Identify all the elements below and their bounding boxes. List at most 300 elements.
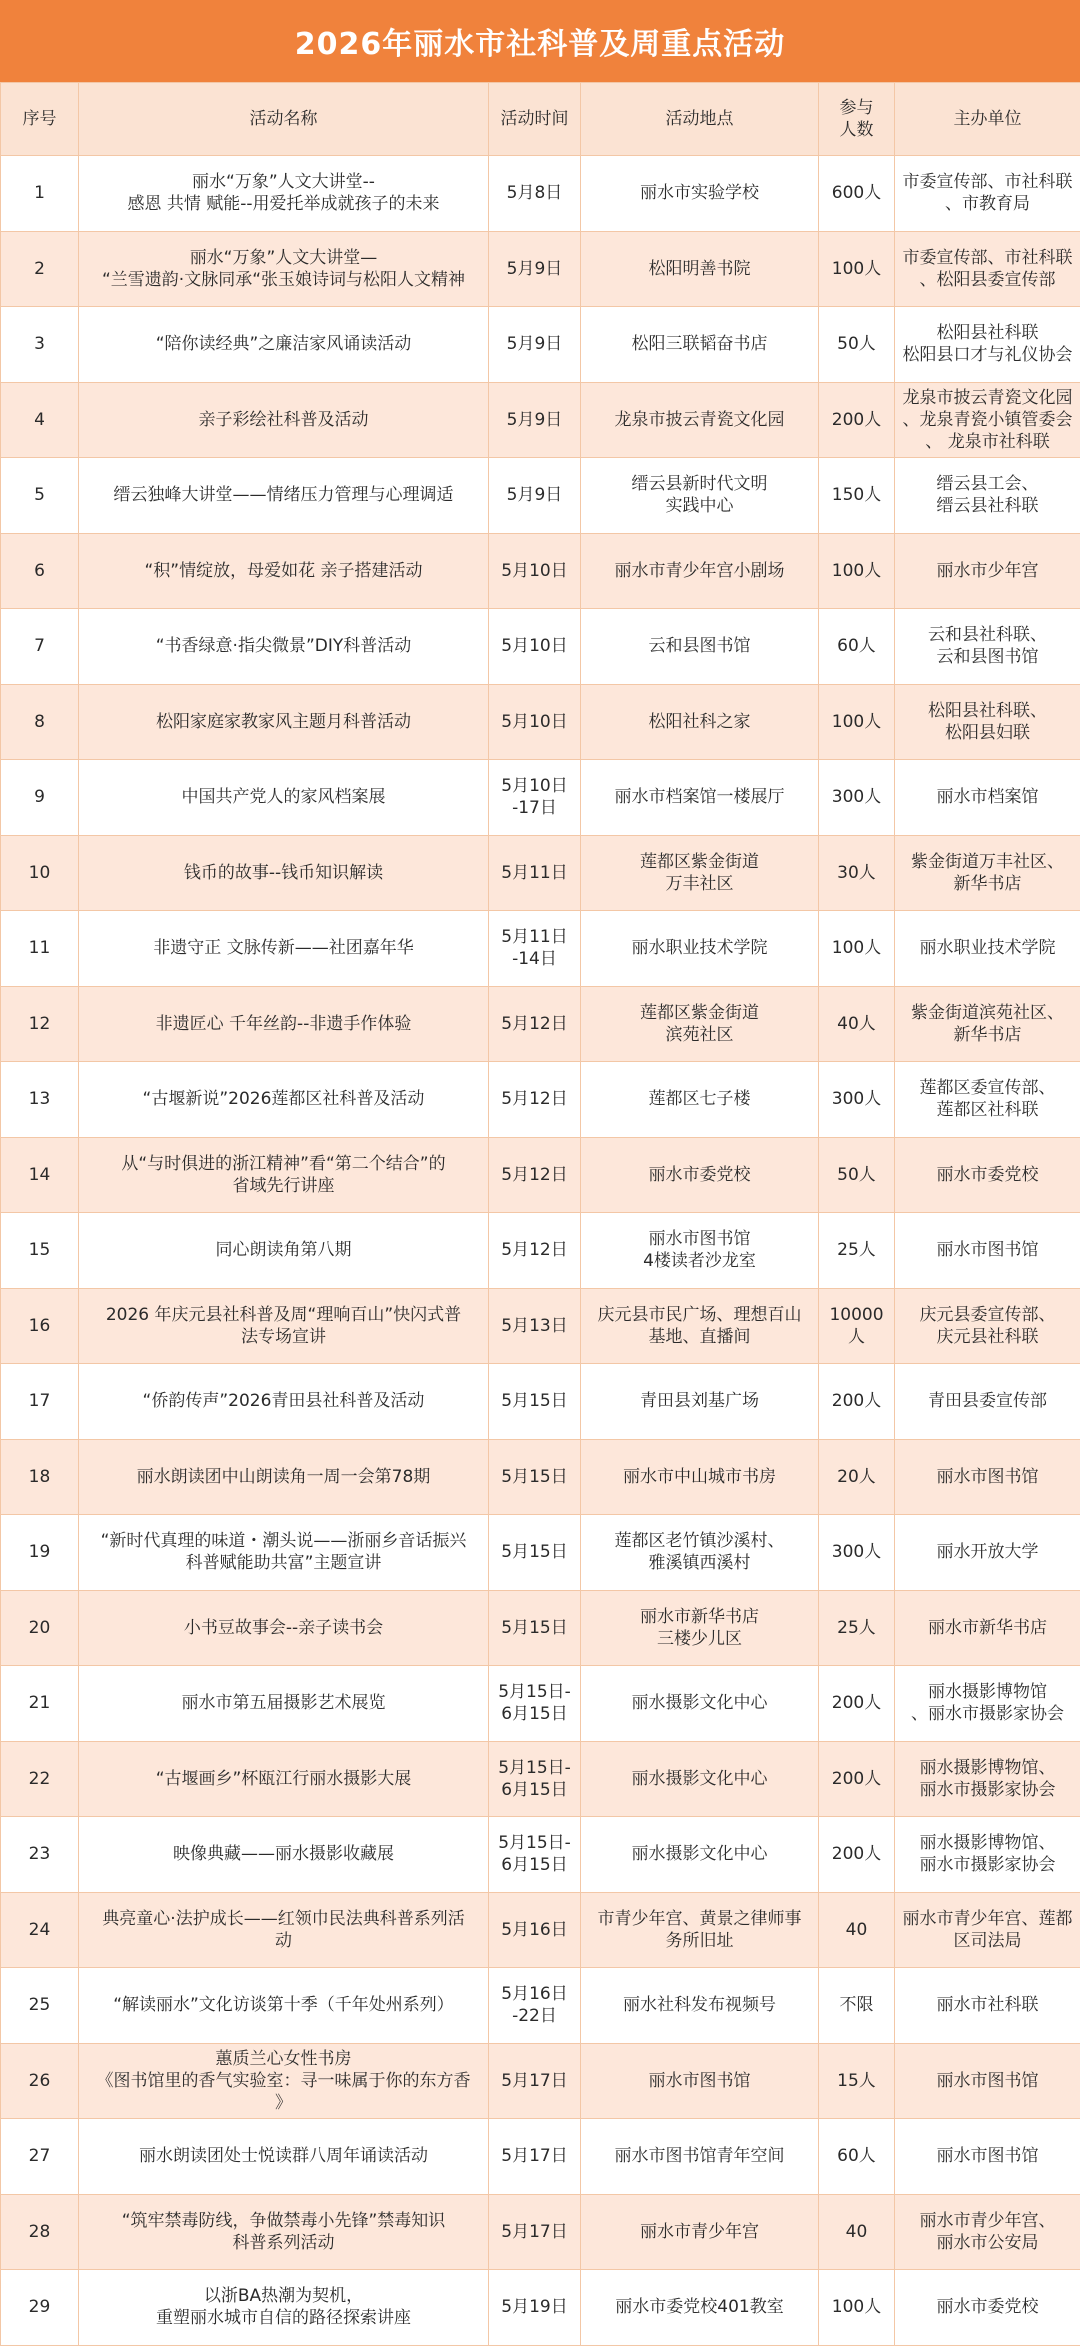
cell-org-line: 松阳县社科联、: [928, 700, 1047, 721]
cell-org: [895, 2119, 1080, 2195]
cell-place-line: 丽水市图书馆青年空间: [614, 2146, 785, 2167]
cell-org-line: 丽水开放大学: [936, 1542, 1039, 1563]
cell-no: 11: [1, 911, 79, 987]
cell-no: 10: [1, 835, 79, 911]
table-row: [1, 835, 1080, 911]
cell-name-line: 科普赋能助共富”主题宣讲: [185, 1553, 382, 1574]
table-row: [1, 911, 1080, 987]
cell-no: 16: [1, 1288, 79, 1364]
table-row: [1, 1741, 1080, 1817]
cell-no: 14: [1, 1137, 79, 1213]
cell-time-line: 6月15日: [501, 1779, 568, 1800]
cell-count: 15人: [819, 2043, 895, 2119]
table-row: [1, 1590, 1080, 1666]
cell-name: [79, 2194, 489, 2270]
cell-place: [581, 2043, 819, 2119]
cell-time-line: -17日: [512, 798, 557, 819]
header-name: 活动名称: [79, 83, 489, 156]
cell-time: [489, 156, 581, 232]
cell-no: 21: [1, 1666, 79, 1742]
cell-name: [79, 1590, 489, 1666]
cell-name: [79, 1968, 489, 2044]
cell-place: [581, 1817, 819, 1893]
cell-name: [79, 533, 489, 609]
cell-no: 22: [1, 1741, 79, 1817]
cell-org-line: 丽水市公安局: [936, 2232, 1039, 2253]
table-row: [1, 2043, 1080, 2119]
cell-place-line: 市青少年宫、黄景之律师事: [597, 1908, 802, 1929]
cell-place-line: 丽水市档案馆一楼展厅: [614, 787, 785, 808]
cell-name-line: “侨韵传声”2026青田县社科普及活动: [142, 1391, 425, 1412]
cell-place: [581, 533, 819, 609]
cell-place: [581, 760, 819, 836]
cell-name-line: 非遗匠心 千年丝韵--非遗手作体验: [155, 1013, 412, 1034]
cell-place: [581, 1213, 819, 1289]
cell-no: 3: [1, 307, 79, 383]
cell-time: [489, 760, 581, 836]
cell-org-line: 龙泉市披云青瓷文化园: [902, 387, 1073, 408]
cell-place-line: 莲都区紫金街道: [640, 1002, 759, 1023]
cell-place-line: 龙泉市披云青瓷文化园: [614, 409, 785, 430]
cell-no: 18: [1, 1439, 79, 1515]
cell-place: [581, 1666, 819, 1742]
cell-no: 9: [1, 760, 79, 836]
cell-place-line: 实践中心: [665, 496, 734, 517]
cell-name-line: 动: [275, 1930, 292, 1951]
cell-name: [79, 1062, 489, 1138]
cell-place-line: 丽水市委党校401教室: [615, 2297, 784, 2318]
cell-time: [489, 1968, 581, 2044]
table-row: [1, 1137, 1080, 1213]
cell-place: [581, 609, 819, 685]
cell-name: [79, 760, 489, 836]
table-row: [1, 1288, 1080, 1364]
cell-name: [79, 684, 489, 760]
cell-org: [895, 1439, 1080, 1515]
cell-time-line: 5月12日: [501, 1164, 568, 1185]
cell-org: [895, 156, 1080, 232]
table-row: [1, 2270, 1080, 2346]
cell-time: [489, 1590, 581, 1666]
cell-time-line: 5月19日: [501, 2297, 568, 2318]
cell-org: [895, 1817, 1080, 1893]
cell-time-line: 5月12日: [501, 1013, 568, 1034]
cell-org: [895, 1968, 1080, 2044]
cell-org: [895, 1892, 1080, 1968]
cell-place-line: 丽水市中山城市书房: [623, 1466, 776, 1487]
cell-name-line: 蕙质兰心女性书房: [215, 2048, 352, 2069]
cell-no: 2: [1, 231, 79, 307]
cell-place-line: 丽水市新华书店: [640, 1606, 759, 1627]
cell-name: [79, 458, 489, 534]
cell-place-line: 4楼读者沙龙室: [643, 1251, 756, 1272]
cell-org-line: 缙云县工会、: [936, 474, 1039, 495]
header-time: 活动时间: [489, 83, 581, 156]
cell-time-line: 5月12日: [501, 1240, 568, 1261]
cell-count: 10000人: [819, 1288, 895, 1364]
cell-name-line: “解读丽水”文化访谈第十季（千年处州系列）: [113, 1995, 454, 2016]
cell-org-line: 新华书店: [953, 873, 1022, 894]
cell-org-line: 市委宣传部、市社科联: [902, 172, 1073, 193]
cell-place: [581, 2270, 819, 2346]
cell-time-line: 5月10日: [501, 560, 568, 581]
table-row: [1, 1892, 1080, 1968]
cell-org: [895, 1062, 1080, 1138]
table-row: [1, 156, 1080, 232]
table-row: [1, 684, 1080, 760]
cell-place-line: 缙云县新时代文明: [631, 474, 768, 495]
cell-org-line: 丽水摄影博物馆: [928, 1682, 1047, 1703]
cell-no: 1: [1, 156, 79, 232]
cell-time-line: 5月15日-: [498, 1833, 571, 1854]
cell-org: [895, 2194, 1080, 2270]
cell-count: 300人: [819, 760, 895, 836]
cell-place: [581, 1892, 819, 1968]
cell-name: [79, 231, 489, 307]
cell-org: [895, 533, 1080, 609]
cell-time-line: 5月10日: [501, 776, 568, 797]
cell-name: [79, 382, 489, 458]
cell-org-line: 丽水市少年宫: [936, 560, 1039, 581]
cell-time: [489, 1817, 581, 1893]
cell-org-line: 缙云县社科联: [936, 496, 1039, 517]
cell-org-line: 丽水市档案馆: [936, 787, 1039, 808]
cell-time-line: 5月13日: [501, 1315, 568, 1336]
cell-place-line: 丽水社科发布视频号: [623, 1995, 776, 2016]
cell-no: 28: [1, 2194, 79, 2270]
cell-name-line: “积”情绽放，母爱如花 亲子搭建活动: [144, 560, 423, 581]
cell-place: [581, 1137, 819, 1213]
cell-org: [895, 760, 1080, 836]
cell-name-line: 同心朗读角第八期: [215, 1240, 352, 1261]
cell-name-line: “筑牢禁毒防线，争做禁毒小先锋”禁毒知识: [121, 2210, 446, 2231]
cell-no: 24: [1, 1892, 79, 1968]
cell-place: [581, 1288, 819, 1364]
cell-place: [581, 1062, 819, 1138]
cell-time-line: 5月16日: [501, 1919, 568, 1940]
cell-place-line: 庆元县市民广场、理想百山: [597, 1304, 802, 1325]
cell-time-line: 5月17日: [501, 2070, 568, 2091]
cell-time: [489, 1439, 581, 1515]
cell-place: [581, 458, 819, 534]
cell-time: [489, 1741, 581, 1817]
cell-org-line: 丽水市委党校: [936, 1164, 1039, 1185]
cell-org-line: 丽水市图书馆: [936, 1240, 1039, 1261]
cell-org: [895, 609, 1080, 685]
cell-time: [489, 1062, 581, 1138]
cell-org-line: 、龙泉青瓷小镇管委会: [902, 409, 1073, 430]
cell-place: [581, 1364, 819, 1440]
table-row: [1, 307, 1080, 383]
cell-name-line: 感恩 共情 赋能--用爱托举成就孩子的未来: [127, 194, 440, 215]
cell-count: 100人: [819, 911, 895, 987]
cell-no: 8: [1, 684, 79, 760]
cell-place: [581, 156, 819, 232]
cell-place: [581, 231, 819, 307]
cell-name: [79, 2119, 489, 2195]
cell-name: [79, 609, 489, 685]
cell-time: [489, 2194, 581, 2270]
cell-org: [895, 1137, 1080, 1213]
cell-no: 29: [1, 2270, 79, 2346]
cell-org: [895, 2270, 1080, 2346]
cell-name: [79, 835, 489, 911]
header-count: [819, 83, 895, 156]
cell-org: [895, 2043, 1080, 2119]
cell-name-line: “陪你读经典”之廉洁家风诵读活动: [155, 334, 412, 355]
cell-place-line: 丽水市青少年宫小剧场: [614, 560, 785, 581]
cell-place-line: 三楼少儿区: [657, 1628, 742, 1649]
cell-time-line: -22日: [512, 2006, 557, 2027]
table-row: [1, 760, 1080, 836]
cell-time: [489, 1364, 581, 1440]
cell-time-line: 5月17日: [501, 2146, 568, 2167]
cell-time-line: 6月15日: [501, 1704, 568, 1725]
cell-org-line: 丽水摄影博物馆、: [919, 1833, 1056, 1854]
cell-no: 7: [1, 609, 79, 685]
title-bar: [0, 0, 1080, 82]
cell-org: [895, 684, 1080, 760]
table-row: [1, 1062, 1080, 1138]
cell-count: 25人: [819, 1590, 895, 1666]
cell-time: [489, 1892, 581, 1968]
cell-count: 50人: [819, 307, 895, 383]
cell-org: [895, 986, 1080, 1062]
cell-time-line: 5月11日: [501, 927, 568, 948]
cell-time-line: 6月15日: [501, 1855, 568, 1876]
cell-org-line: 云和县图书馆: [936, 647, 1039, 668]
cell-count: 40人: [819, 986, 895, 1062]
cell-place-line: 丽水摄影文化中心: [631, 1693, 768, 1714]
cell-no: 13: [1, 1062, 79, 1138]
cell-org: [895, 1213, 1080, 1289]
cell-count: 600人: [819, 156, 895, 232]
cell-count: 200人: [819, 1817, 895, 1893]
cell-place-line: 松阳三联韬奋书店: [631, 334, 768, 355]
table-row: [1, 1364, 1080, 1440]
cell-name: [79, 1741, 489, 1817]
cell-time: [489, 835, 581, 911]
cell-time-line: 5月15日-: [498, 1682, 571, 1703]
cell-org-line: 、丽水市摄影家协会: [911, 1704, 1064, 1725]
cell-name-line: “古堰新说”2026莲都区社科普及活动: [142, 1089, 425, 1110]
cell-place-line: 莲都区紫金街道: [640, 851, 759, 872]
table-row: [1, 1439, 1080, 1515]
cell-org-line: 紫金街道滨苑社区、: [911, 1002, 1064, 1023]
cell-count: 100人: [819, 2270, 895, 2346]
cell-name-line: 亲子彩绘社科普及活动: [198, 409, 369, 430]
cell-place-line: 丽水市委党校: [648, 1164, 751, 1185]
cell-name-line: “书香绿意·指尖微景”DIY科普活动: [155, 636, 412, 657]
cell-time-line: 5月12日: [501, 1089, 568, 1110]
cell-count: 40: [819, 2194, 895, 2270]
cell-org-line: 区司法局: [953, 1930, 1022, 1951]
cell-count: 150人: [819, 458, 895, 534]
cell-count: 40: [819, 1892, 895, 1968]
cell-place-line: 雅溪镇西溪村: [648, 1553, 751, 1574]
cell-name-line: 映像典藏——丽水摄影收藏展: [173, 1844, 394, 1865]
cell-count: 100人: [819, 684, 895, 760]
cell-name: [79, 1515, 489, 1591]
cell-count: 200人: [819, 1666, 895, 1742]
cell-place: [581, 2194, 819, 2270]
cell-count: 50人: [819, 1137, 895, 1213]
cell-count: 25人: [819, 1213, 895, 1289]
cell-org-line: 庆元县委宣传部、: [919, 1304, 1056, 1325]
cell-time-line: 5月10日: [501, 711, 568, 732]
table-body: [1, 156, 1080, 2346]
cell-org-line: 、松阳县委宣传部: [919, 269, 1056, 290]
activities-table: [0, 82, 1080, 2346]
cell-org-line: 丽水摄影博物馆、: [919, 1757, 1056, 1778]
cell-time: [489, 2043, 581, 2119]
cell-time: [489, 2270, 581, 2346]
cell-count: 不限: [819, 1968, 895, 2044]
cell-org: [895, 1590, 1080, 1666]
cell-place: [581, 684, 819, 760]
cell-time: [489, 1666, 581, 1742]
cell-count: 200人: [819, 382, 895, 458]
cell-no: 15: [1, 1213, 79, 1289]
table-row: [1, 458, 1080, 534]
cell-name: [79, 986, 489, 1062]
cell-no: 27: [1, 2119, 79, 2195]
cell-count: 30人: [819, 835, 895, 911]
cell-name: [79, 1439, 489, 1515]
cell-name-line: “新时代真理的味道・潮头说——浙丽乡音话振兴: [100, 1531, 467, 1552]
table-row: [1, 382, 1080, 458]
cell-org-line: 丽水市摄影家协会: [919, 1855, 1056, 1876]
cell-name-line: 丽水市第五届摄影艺术展览: [181, 1693, 386, 1714]
cell-org-line: 丽水市图书馆: [936, 1466, 1039, 1487]
cell-org: [895, 911, 1080, 987]
cell-name-line: 丽水“万象”人文大讲堂--: [192, 172, 375, 193]
cell-place-line: 丽水市实验学校: [640, 183, 759, 204]
cell-name-line: 典亮童心·法护成长——红领巾民法典科普系列活: [102, 1908, 465, 1929]
cell-count: 100人: [819, 533, 895, 609]
cell-no: 25: [1, 1968, 79, 2044]
cell-org-line: 松阳县口才与礼仪协会: [902, 345, 1073, 366]
table-row: [1, 1817, 1080, 1893]
cell-count: 300人: [819, 1515, 895, 1591]
cell-place-line: 丽水摄影文化中心: [631, 1768, 768, 1789]
cell-place: [581, 1968, 819, 2044]
cell-org-line: 丽水市青少年宫、: [919, 2210, 1056, 2231]
cell-org-line: 丽水市委党校: [936, 2297, 1039, 2318]
cell-place: [581, 1741, 819, 1817]
cell-name: [79, 1666, 489, 1742]
header-count-line: 人数: [839, 120, 874, 140]
cell-time-line: 5月15日: [501, 1617, 568, 1638]
cell-count: 60人: [819, 609, 895, 685]
cell-place-line: 青田县刘基广场: [640, 1391, 759, 1412]
cell-time-line: 5月9日: [506, 258, 563, 279]
cell-org-line: 庆元县社科联: [936, 1326, 1039, 1347]
table-row: [1, 986, 1080, 1062]
cell-no: 12: [1, 986, 79, 1062]
cell-org-line: 丽水职业技术学院: [919, 938, 1056, 959]
cell-name-line: 松阳家庭家教家风主题月科普活动: [156, 711, 411, 732]
cell-time-line: 5月8日: [506, 183, 563, 204]
cell-place: [581, 382, 819, 458]
cell-time-line: 5月15日-: [498, 1757, 571, 1778]
cell-org-line: 莲都区委宣传部、: [919, 1078, 1056, 1099]
cell-no: 17: [1, 1364, 79, 1440]
cell-time-line: 5月15日: [501, 1391, 568, 1412]
cell-org-line: 莲都区社科联: [936, 1100, 1039, 1121]
table-row: [1, 533, 1080, 609]
cell-place-line: 基地、直播间: [648, 1326, 751, 1347]
cell-name-line: 2026 年庆元县社科普及周“理响百山”快闪式普: [105, 1304, 462, 1325]
cell-time: [489, 382, 581, 458]
cell-time: [489, 1515, 581, 1591]
cell-time: [489, 2119, 581, 2195]
cell-time-line: 5月17日: [501, 2221, 568, 2242]
cell-time: [489, 986, 581, 1062]
cell-place-line: 莲都区七子楼: [648, 1089, 751, 1110]
cell-place-line: 务所旧址: [665, 1930, 734, 1951]
cell-place-line: 云和县图书馆: [648, 636, 751, 657]
cell-place-line: 丽水市青少年宫: [640, 2221, 759, 2242]
cell-place-line: 莲都区老竹镇沙溪村、: [614, 1531, 785, 1552]
cell-name-line: 小书豆故事会--亲子读书会: [183, 1617, 384, 1638]
cell-place: [581, 1439, 819, 1515]
cell-time-line: 5月16日: [501, 1984, 568, 2005]
table-row: [1, 609, 1080, 685]
cell-place-line: 松阳社科之家: [648, 711, 751, 732]
cell-org-line: 市委宣传部、市社科联: [902, 247, 1073, 268]
cell-no: 4: [1, 382, 79, 458]
cell-time: [489, 533, 581, 609]
header-count-line: 参与: [839, 98, 874, 118]
cell-time: [489, 1137, 581, 1213]
cell-count: 100人: [819, 231, 895, 307]
cell-time-line: 5月10日: [501, 636, 568, 657]
cell-name-line: 丽水朗读团处士悦读群八周年诵读活动: [139, 2146, 428, 2167]
cell-org: [895, 1288, 1080, 1364]
cell-time-line: 5月9日: [506, 485, 563, 506]
header-org: 主办单位: [895, 83, 1080, 156]
cell-place-line: 松阳明善书院: [648, 258, 751, 279]
cell-place-line: 万丰社区: [665, 873, 734, 894]
cell-org: [895, 1515, 1080, 1591]
cell-org: [895, 382, 1080, 458]
cell-place: [581, 1515, 819, 1591]
cell-no: 5: [1, 458, 79, 534]
cell-org-line: 紫金街道万丰社区、: [911, 851, 1064, 872]
cell-time: [489, 609, 581, 685]
cell-org-line: 新华书店: [953, 1024, 1022, 1045]
cell-org-line: 丽水市图书馆: [936, 2070, 1039, 2091]
cell-time-line: 5月15日: [501, 1466, 568, 1487]
cell-org: [895, 835, 1080, 911]
cell-no: 26: [1, 2043, 79, 2119]
table-row: [1, 1666, 1080, 1742]
cell-org-line: 丽水市图书馆: [936, 2146, 1039, 2167]
cell-place-line: 丽水市图书馆: [648, 1229, 751, 1250]
cell-org: [895, 1364, 1080, 1440]
cell-org: [895, 307, 1080, 383]
cell-time: [489, 458, 581, 534]
table-row: [1, 231, 1080, 307]
cell-place: [581, 986, 819, 1062]
cell-place: [581, 1590, 819, 1666]
cell-org-line: 云和县社科联、: [928, 625, 1047, 646]
cell-org: [895, 1741, 1080, 1817]
cell-org: [895, 458, 1080, 534]
cell-org-line: 、 龙泉市社科联: [925, 431, 1050, 452]
cell-time: [489, 307, 581, 383]
